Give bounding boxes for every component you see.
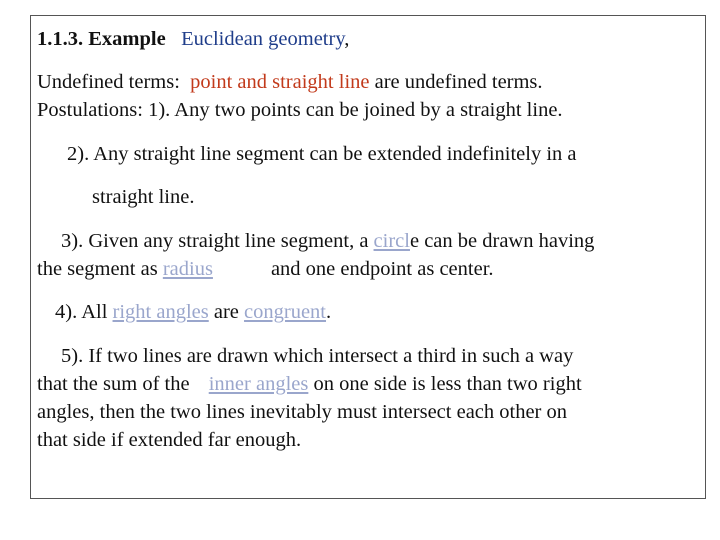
- postulate-3-text-d: and one endpoint as center.: [270, 258, 494, 280]
- postulate-5-line-3: angles, then the two lines inevitably must intersect each other on: [37, 401, 568, 423]
- postulate-3-text-c: the segment as: [37, 258, 163, 280]
- congruent-link[interactable]: congruent: [244, 301, 327, 323]
- postulate-4-text-b: are: [208, 301, 245, 323]
- circle-link[interactable]: circl: [373, 230, 410, 252]
- postulate-2-line-1: 2). Any straight line segment can be extended indefinitely in a: [67, 143, 577, 165]
- heading-comma: ,: [344, 28, 350, 50]
- postulate-4-line: [55, 299, 331, 325]
- postulations-label: Postulations:: [37, 99, 143, 121]
- postulate-5-text-b: on one side is less than two right: [308, 373, 582, 395]
- undefined-terms-list: point and straight line: [190, 71, 370, 93]
- section-number: 1.1.3.: [37, 28, 84, 50]
- postulate-4-text-c: .: [326, 301, 332, 323]
- postulate-2-line-2: straight line.: [92, 186, 195, 208]
- postulate-1-line: [37, 97, 563, 123]
- postulate-5-line-1: 5). If two lines are drawn which intersect a third in such a way: [61, 345, 574, 367]
- section-label: Example: [88, 28, 166, 50]
- postulate-5-line-2: [37, 371, 582, 397]
- postulate-5-line-4: that side if extended far enough.: [37, 429, 302, 451]
- postulate-4-text-a: 4). All: [55, 301, 113, 323]
- undefined-terms-label: Undefined terms:: [37, 71, 180, 93]
- postulate-3-line-2: [37, 256, 494, 282]
- postulate-3-text-a: 3). Given any straight line segment, a: [61, 230, 374, 252]
- postulate-1-text: 1). Any two points can be joined by a straight line.: [148, 99, 563, 121]
- radius-link[interactable]: radius: [162, 258, 213, 280]
- section-topic: Euclidean geometry: [181, 28, 345, 50]
- right-angles-link[interactable]: right angles: [112, 301, 209, 323]
- postulate-3-text-b: e can be drawn having: [409, 230, 595, 252]
- undefined-terms-rest: are undefined terms.: [369, 71, 543, 93]
- section-heading: [37, 26, 349, 52]
- postulate-5-text-a: that the sum of the: [37, 373, 195, 395]
- inner-angles-link[interactable]: inner angles: [208, 373, 309, 395]
- undefined-terms-line: [37, 69, 543, 95]
- postulate-3-line-1: [61, 228, 594, 254]
